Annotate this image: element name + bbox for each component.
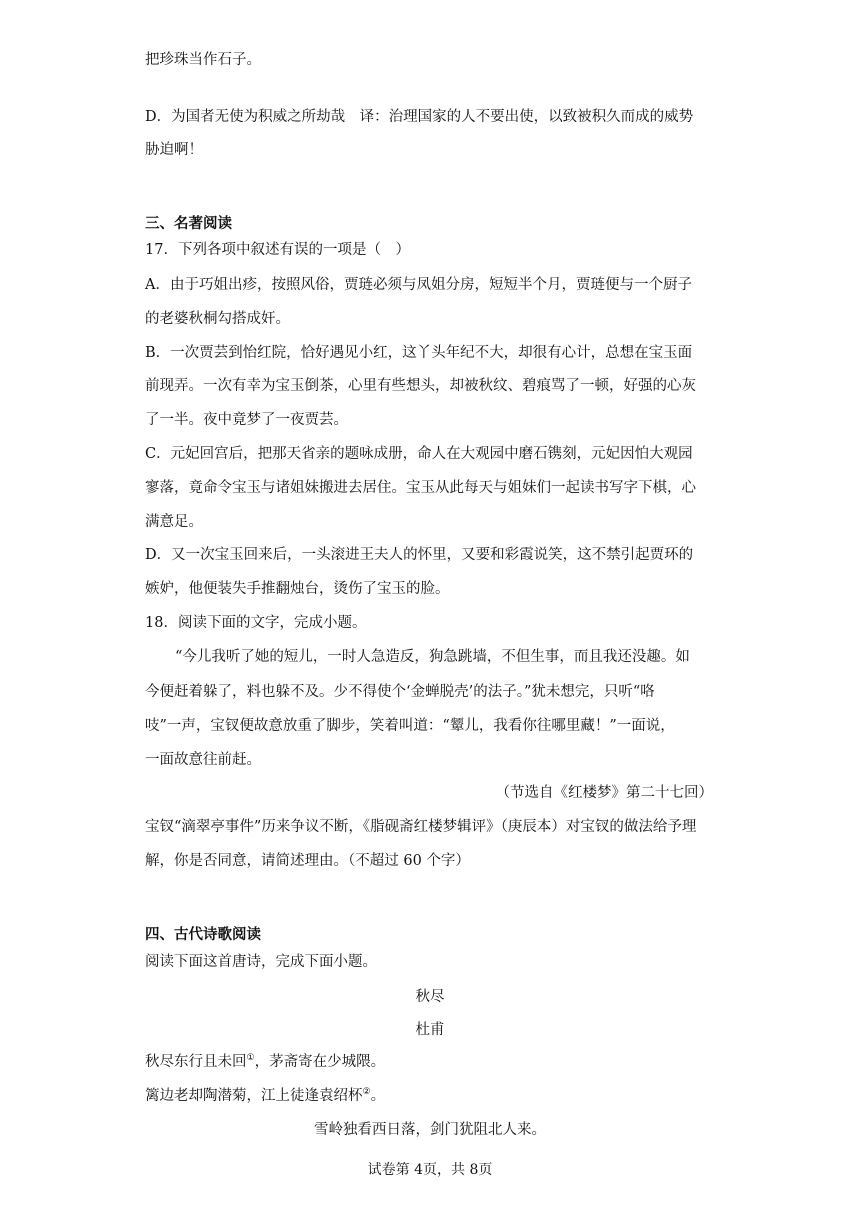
option-d-line: 胁迫啊！ xyxy=(145,142,203,158)
question-text: 解，你是否同意，请简述理由。（不超过 60 个字） xyxy=(145,853,470,869)
poem-line xyxy=(145,1086,385,1106)
question-stem: 阅读下面这首唐诗，完成下面小题。 xyxy=(145,954,377,970)
question-text: 宝钗“滴翠亭事件”历来争议不断，《脂砚斋红楼梦辑评》（庚辰本）对宝钗的做法给予理 xyxy=(145,819,697,835)
option-b-line: B．一次贾芸到怡红院，恰好遇见小红，这丫头年纪不大，却很有心计，总想在宝玉面 xyxy=(145,345,693,361)
passage-line: 今便赶着躲了，料也躲不及。少不得使个‘金蝉脱壳’的法子。”犹未想完，只听“咯 xyxy=(145,684,655,700)
option-b-line: 了一半。夜中竟梦了一夜贾芸。 xyxy=(145,412,348,428)
section-heading: 四、古代诗歌阅读 xyxy=(145,927,261,943)
option-c-line: 满意足。 xyxy=(145,514,203,530)
option-c-line: 寥落，竟命令宝玉与诸姐妹搬进去居住。宝玉从此每天与姐妹们一起读书写字下棋，心 xyxy=(145,480,696,496)
poem-title: 秋尽 xyxy=(415,989,445,1005)
option-c-line: C．元妃回宫后，把那天省亲的题咏成册，命人在大观园中磨石镌刻，元妃因怕大观园 xyxy=(145,446,693,462)
page-footer: 试卷第 4页，共 8页 xyxy=(367,1162,493,1178)
passage-line: “今儿我听了她的短儿，一时人急造反，狗急跳墙，不但生事，而且我还没趣。如 xyxy=(175,649,690,665)
passage-line: 一面故意往前赶。 xyxy=(145,752,261,768)
option-d-line: D．为国者无使为积威之所劫哉 译：治理国家的人不要出使，以致被积久而成的威势 xyxy=(145,109,694,125)
passage-line: 吱”一声，宝钗便故意放重了脚步，笑着叫道：“颦儿，我看你往哪里藏！”一面说， xyxy=(145,718,675,734)
footnote-marker: ② xyxy=(362,1087,371,1098)
section-heading: 三、名著阅读 xyxy=(145,216,232,232)
poem-line-text: ，茅斋寄在少城隈。 xyxy=(254,1054,386,1070)
prev-text-line: 把珍珠当作石子。 xyxy=(145,52,261,68)
poem-author: 杜甫 xyxy=(415,1022,445,1038)
passage-source: （节选自《红楼梦》第二十七回） xyxy=(495,785,713,801)
option-d-line: 嫉妒，他便装失手推翻烛台，烫伤了宝玉的脸。 xyxy=(145,581,450,597)
poem-line-text: 篱边老却陶潜菊，江上徒逢袁绍杯 xyxy=(145,1088,363,1104)
question-stem: 17．下列各项中叙述有误的一项是（ ） xyxy=(145,242,410,258)
option-a-line: 的老婆秋桐勾搭成奸。 xyxy=(145,311,290,327)
poem-line-text: 。 xyxy=(370,1088,386,1104)
option-b-line: 前现弄。一次有幸为宝玉倒茶，心里有些想头，却被秋纹、碧痕骂了一顿，好强的心灰 xyxy=(145,378,696,394)
option-a-line: A．由于巧姐出疹，按照风俗，贾琏必须与凤姐分房，短短半个月，贾琏便与一个厨子 xyxy=(145,277,692,293)
poem-line-text: 秋尽东行且未回 xyxy=(145,1054,247,1070)
poem-line xyxy=(145,1052,385,1072)
poem-line: 雪岭独看西日落，剑门犹阻北人来。 xyxy=(314,1122,546,1138)
question-stem: 18．阅读下面的文字，完成小题。 xyxy=(145,615,367,631)
footnote-marker: ① xyxy=(246,1053,255,1064)
option-d-line: D．又一次宝玉回来后，一头滚进王夫人的怀里，又要和彩霞说笑，这不禁引起贾环的 xyxy=(145,547,694,563)
